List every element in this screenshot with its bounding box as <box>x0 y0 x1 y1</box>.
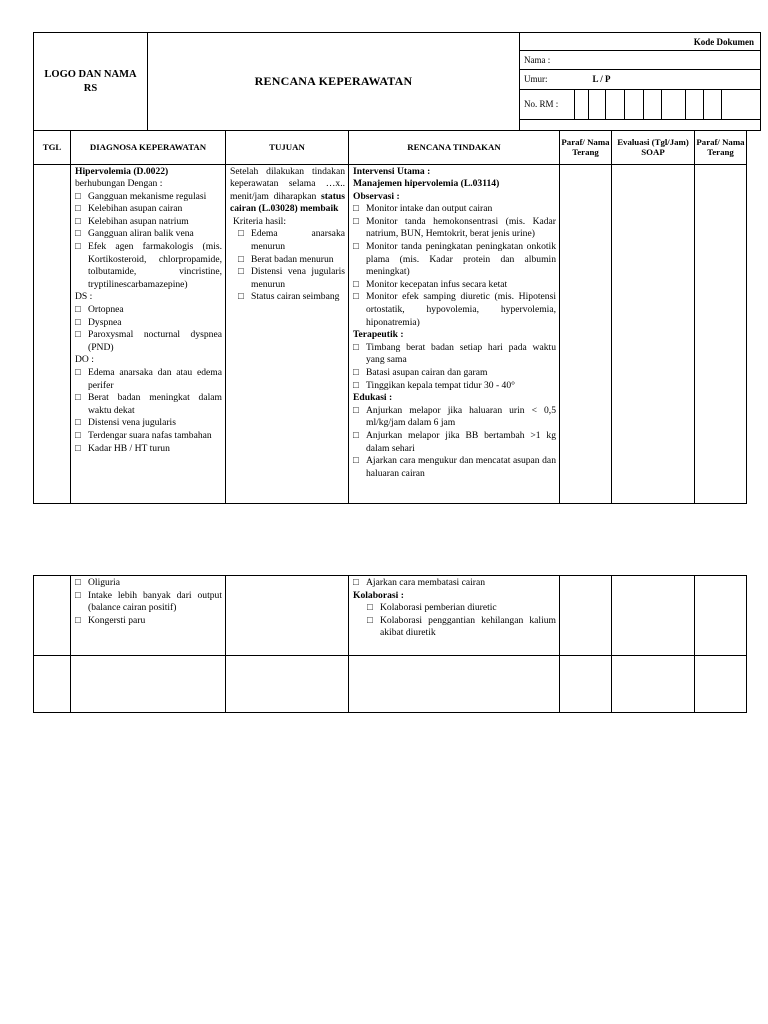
empty-cell <box>612 656 695 713</box>
list-item: □ Paroxysmal nocturnal dyspnea (PND) <box>75 329 222 354</box>
list-item: □ Monitor tanda peningkatan peningkatan onkotik plama (mis. Kadar protein dan albumin meningkat) <box>353 241 556 279</box>
document-title <box>148 33 520 131</box>
list-item: □ Gangguan mekanisme regulasi <box>75 191 222 204</box>
list-item: □ Monitor intake dan output cairan <box>353 203 556 216</box>
terapeutik-list <box>353 342 556 392</box>
kriteria-label: Kriteria hasil: <box>233 215 287 227</box>
gender-label: L / P <box>592 74 611 84</box>
list-item: □ Monitor kecepatan infus secara ketat <box>353 279 556 292</box>
paraf-2-cell <box>695 164 747 503</box>
tujuan-text-bold: status cairan (L.03028) membaik <box>230 190 345 215</box>
list-item: □ Monitor efek samping diuretic (mis. Hipotensi ortostatik, hypovolemia, hypervolemia, hiponatremia) <box>353 291 556 329</box>
list-item: □ Intake lebih banyak dari output (balance cairan positif) <box>75 590 222 615</box>
diagnosa-intro: berhubungan Dengan : <box>75 178 163 190</box>
rm-box-7 <box>686 90 704 120</box>
empty-cell <box>560 656 612 713</box>
tujuan-cell <box>226 164 349 503</box>
rm-box-8 <box>704 90 722 120</box>
list-item: □ Kelebihan asupan natrium <box>75 216 222 229</box>
edukasi-label: Edukasi : <box>353 392 393 404</box>
col-paraf-1: Paraf/ Nama Terang <box>560 131 612 164</box>
list-item: □ Gangguan aliran balik vena <box>75 228 222 241</box>
rm-box-5 <box>644 90 662 120</box>
rm-box-9 <box>722 90 761 120</box>
kriteria-list <box>230 228 345 304</box>
list-item: □ Berat badan menurun <box>238 254 345 267</box>
kode-dokumen: Kode Dokumen <box>520 33 761 51</box>
list-item: □ Anjurkan melapor jika haluaran urin < 0,5 ml/kg/jam dalam 6 jam <box>353 405 556 430</box>
paraf-2-cell <box>695 576 747 656</box>
evaluasi-cell <box>612 576 695 656</box>
edukasi-cont-list <box>353 577 556 590</box>
empty-cell <box>226 656 349 713</box>
continuation-table <box>33 575 747 713</box>
list-item: □ Edema anarsaka menurun <box>238 228 345 253</box>
empty-cell <box>349 656 560 713</box>
ds-label: DS : <box>75 291 93 303</box>
care-plan-continuation <box>33 575 746 713</box>
col-diagnosa: DIAGNOSA KEPERAWATAN <box>71 131 226 164</box>
tgl-cell <box>34 576 71 656</box>
title-text: RENCANA KEPERAWATAN <box>254 74 413 88</box>
col-evaluasi: Evaluasi (Tgl/Jam) SOAP <box>612 131 695 164</box>
paraf-1-cell <box>560 576 612 656</box>
rm-box-6 <box>662 90 686 120</box>
causes-list <box>75 191 222 292</box>
list-item: □ Ortopnea <box>75 304 222 317</box>
umur-label: Umur: <box>524 74 548 84</box>
tujuan-text <box>230 166 345 216</box>
manajemen-label: Manajemen hipervolemia (L.03114) <box>353 178 500 190</box>
do-list <box>75 367 222 455</box>
list-item: □ Kadar HB / HT turun <box>75 443 222 456</box>
umur-field <box>520 70 761 90</box>
list-item: □ Oliguria <box>75 577 222 590</box>
list-item: □ Timbang berat badan setiap hari pada waktu yang sama <box>353 342 556 367</box>
header-table <box>33 32 761 131</box>
tujuan-cont-cell <box>226 576 349 656</box>
list-item: □ Ajarkan cara membatasi cairan <box>353 577 556 590</box>
rencana-cell <box>349 164 560 503</box>
observasi-list <box>353 203 556 329</box>
kolaborasi-list <box>353 602 556 640</box>
list-item: □ Distensi vena jugularis menurun <box>238 266 345 291</box>
diagnosa-cell <box>71 164 226 503</box>
list-item: □ Ajarkan cara mengukur dan mencatat asupan dan haluaran cairan <box>353 455 556 480</box>
terapeutik-label: Terapeutik : <box>353 329 404 341</box>
diagnosa-title: Hipervolemia (D.0022) <box>75 165 169 177</box>
evaluasi-cell <box>612 164 695 503</box>
list-item: □ Anjurkan melapor jika BB bertambah >1 kg dalam sehari <box>353 430 556 455</box>
empty-cell <box>34 656 71 713</box>
rm-box-2 <box>589 90 606 120</box>
list-item: □ Kelebihan asupan cairan <box>75 203 222 216</box>
col-tgl: TGL <box>34 131 71 164</box>
ds-list <box>75 304 222 354</box>
logo-text: LOGO DAN NAMA RS <box>44 68 137 94</box>
rm-box-3 <box>606 90 625 120</box>
list-item: □ Edema anarsaka dan atau edema perifer <box>75 367 222 392</box>
col-paraf-2: Paraf/ Nama Terang <box>695 131 747 164</box>
list-item: □ Terdengar suara nafas tambahan <box>75 430 222 443</box>
tujuan-text-plain: Setelah dilakukan tindakan keperawatan selama …x.. menit/jam diharapkan <box>230 165 345 202</box>
empty-cell <box>71 656 226 713</box>
do-label: DO : <box>75 354 94 366</box>
col-tujuan: TUJUAN <box>226 131 349 164</box>
list-item: □ Batasi asupan cairan dan garam <box>353 367 556 380</box>
list-item: □ Kongersti paru <box>75 615 222 628</box>
rencana-cont-cell <box>349 576 560 656</box>
diagnosa-cont-cell <box>71 576 226 656</box>
list-item: □ Tinggikan kepala tempat tidur 30 - 40° <box>353 380 556 393</box>
list-item: □ Berat badan meningkat dalam waktu dekat <box>75 392 222 417</box>
list-item: □ Dyspnea <box>75 317 222 330</box>
kolaborasi-label: Kolaborasi : <box>353 589 404 601</box>
col-rencana: RENCANA TINDAKAN <box>349 131 560 164</box>
list-item: □ Distensi vena jugularis <box>75 417 222 430</box>
list-item: □ Efek agen farmakologis (mis. Kortikosteroid, chlorpropamide, tolbutamide, vincristine, tryptilinescarbamazepine) <box>75 241 222 291</box>
logo-placeholder <box>34 33 148 131</box>
list-item: □ Monitor tanda hemokonsentrasi (mis. Kadar natrium, BUN, Hemtokrit, berat jenis urine) <box>353 216 556 241</box>
nama-field: Nama : <box>520 51 761 70</box>
rm-box-4 <box>625 90 644 120</box>
care-plan-document <box>33 32 755 504</box>
rm-box-1 <box>575 90 589 120</box>
list-item: □ Status cairan seimbang <box>238 291 345 304</box>
do-cont-list <box>75 577 222 627</box>
rm-spacer <box>520 120 761 131</box>
empty-cell <box>695 656 747 713</box>
care-plan-table <box>33 131 747 504</box>
observasi-label: Observasi : <box>353 190 400 202</box>
tgl-cell <box>34 164 71 503</box>
intervensi-label: Intervensi Utama : <box>353 165 431 177</box>
rm-label: No. RM : <box>520 90 575 120</box>
list-item: □ Kolaborasi penggantian kehilangan kalium akibat diuretik <box>353 615 556 640</box>
edukasi-list <box>353 405 556 481</box>
paraf-1-cell <box>560 164 612 503</box>
list-item: □ Kolaborasi pemberian diuretic <box>353 602 556 615</box>
